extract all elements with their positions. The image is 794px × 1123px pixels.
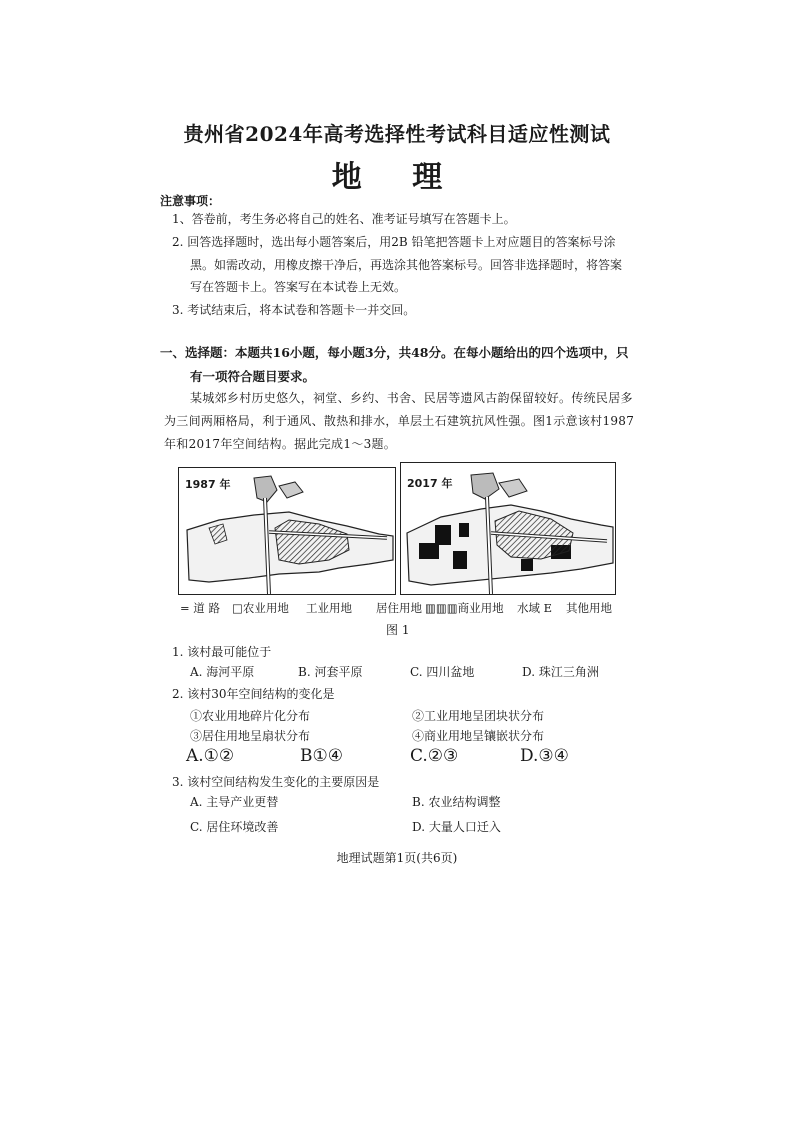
passage-line-1: 某城郊乡村历史悠久，祠堂、乡约、书舍、民居等遗风古韵保留较好。传统民居多 bbox=[190, 391, 633, 405]
notice-item-2: 2. 回答选择题时，选出每小题答案后，用2B 铅笔把答题卡上对应题目的答案标号涂 bbox=[172, 235, 616, 249]
question-2-statement-2: ②工业用地呈团块状分布 bbox=[412, 709, 545, 723]
question-1-option-a: A. 海河平原 bbox=[190, 665, 255, 679]
question-2-statement-4: ④商业用地呈镶嵌状分布 bbox=[412, 729, 545, 743]
map-2017-drawing bbox=[401, 463, 615, 594]
notice-heading: 注意事项： bbox=[160, 194, 221, 208]
question-1-option-d: D. 珠江三角洲 bbox=[522, 665, 599, 679]
question-3-option-d: D. 大量人口迁入 bbox=[412, 820, 501, 834]
map-2017-label: 2017 年 bbox=[407, 477, 453, 490]
legend-agri: □农业用地 bbox=[232, 601, 289, 615]
question-3-option-b: B. 农业结构调整 bbox=[412, 795, 501, 809]
question-2-option-a: A.①② bbox=[186, 746, 235, 766]
map-1987-drawing bbox=[179, 468, 395, 594]
subject-title: 地 理 bbox=[331, 160, 463, 195]
notice-item-2-cont: 黑。如需改动，用橡皮擦干净后，再选涂其他答案标号。回答非选择题时，将答案 bbox=[190, 258, 623, 272]
legend-industry: 工业用地 bbox=[306, 601, 352, 615]
question-3-option-c: C. 居住环境改善 bbox=[190, 820, 279, 834]
page-footer: 地理试题第1页(共6页) bbox=[336, 851, 458, 865]
section-heading-line1: 一、选择题：本题共16小题，每小题3分，共48分。在每小题给出的四个选项中，只 bbox=[160, 345, 629, 360]
question-2-statement-3: ③居住用地呈扇状分布 bbox=[190, 729, 311, 743]
figure-caption: 图 1 bbox=[386, 623, 410, 637]
legend-other: 其他用地 bbox=[566, 601, 612, 615]
question-2-option-d: D.③④ bbox=[520, 746, 569, 766]
passage-line-2: 为三间两厢格局，利于通风、散热和排水，单层土石建筑抗风性强。图1示意该村1987 bbox=[164, 414, 635, 428]
question-3-option-a: A. 主导产业更替 bbox=[190, 795, 279, 809]
legend-residential: 居住用地 bbox=[376, 601, 422, 615]
section-heading-line2: 有一项符合题目要求。 bbox=[190, 369, 316, 384]
question-2-stem: 2. 该村30年空间结构的变化是 bbox=[172, 687, 335, 701]
question-2-statement-1: ①农业用地碎片化分布 bbox=[190, 709, 311, 723]
question-1-stem: 1. 该村最可能位于 bbox=[172, 645, 272, 659]
notice-item-1: 1、答卷前，考生务必将自己的姓名、准考证号填写在答题卡上。 bbox=[172, 212, 516, 226]
notice-item-3: 3. 考试结束后，将本试卷和答题卡一并交回。 bbox=[172, 303, 416, 317]
legend-road: = 道 路 bbox=[180, 601, 220, 615]
legend-commercial: ▥▥▥商业用地 bbox=[425, 601, 504, 615]
map-1987-label: 1987 年 bbox=[185, 478, 231, 491]
map-2017 bbox=[400, 462, 616, 595]
question-1-option-c: C. 四川盆地 bbox=[410, 665, 475, 679]
passage-line-3: 年和2017年空间结构。据此完成1～3题。 bbox=[164, 437, 397, 451]
question-2-option-c: C.②③ bbox=[410, 746, 459, 766]
legend-water: 水域 E bbox=[517, 601, 553, 615]
question-3-stem: 3. 该村空间结构发生变化的主要原因是 bbox=[172, 775, 380, 789]
map-1987 bbox=[178, 467, 396, 595]
question-2-option-b: B①④ bbox=[300, 746, 343, 766]
exam-title: 贵州省2024年高考选择性考试科目适应性测试 bbox=[183, 122, 611, 146]
notice-item-2-cont2: 写在答题卡上。答案写在本试卷上无效。 bbox=[190, 280, 407, 294]
question-1-option-b: B. 河套平原 bbox=[298, 665, 363, 679]
